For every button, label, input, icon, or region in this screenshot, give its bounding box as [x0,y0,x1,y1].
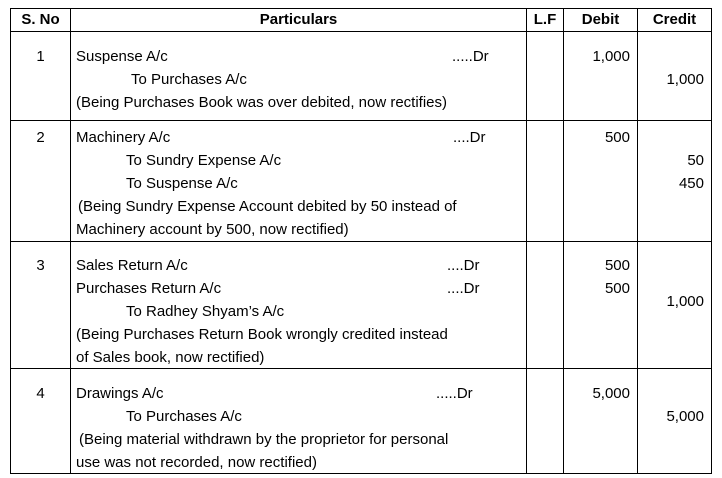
credit-account: To Radhey Shyam’s A/c [126,303,285,320]
narration: (Being Purchases Book was over debited, now rectifies) [76,94,448,111]
journal-table [10,8,712,474]
narration: of Sales book, now rectified) [76,349,265,366]
entry-number: 2 [36,129,45,146]
column-divider [70,8,71,474]
entry-number: 4 [36,385,45,402]
entry-number: 3 [36,257,45,274]
row-divider [10,241,712,242]
dr-marker: ....Dr [447,280,480,297]
header-debit: Debit [581,11,620,28]
credit-amount: 1,000 [666,293,704,310]
entry-number: 1 [36,48,45,65]
debit-amount: 500 [604,257,630,274]
credit-account: To Sundry Expense A/c [126,152,282,169]
header-divider [10,31,712,32]
dr-marker: .....Dr [452,48,489,65]
credit-amount: 450 [678,175,704,192]
dr-marker: ....Dr [453,129,486,146]
dr-marker: ....Dr [447,257,480,274]
row-divider [10,120,712,121]
debit-amount: 1,000 [592,48,630,65]
dr-marker: .....Dr [436,385,473,402]
credit-account: To Suspense A/c [126,175,238,192]
column-divider [711,8,712,474]
credit-amount: 1,000 [666,71,704,88]
debit-amount: 500 [604,280,630,297]
debit-account: Suspense A/c [76,48,168,65]
narration: Machinery account by 500, now rectified) [76,221,349,238]
debit-account: Drawings A/c [76,385,164,402]
header-particulars: Particulars [259,11,338,28]
column-divider [526,8,527,474]
narration: (Being Purchases Return Book wrongly credited instead [76,326,448,343]
credit-account: To Purchases A/c [131,71,247,88]
header-credit: Credit [652,11,697,28]
debit-account: Machinery A/c [76,129,171,146]
header-lf: L.F [533,11,557,28]
debit-amount: 500 [604,129,630,146]
narration: use was not recorded, now rectified) [76,454,317,471]
credit-amount: 50 [687,152,704,169]
narration: (Being Sundry Expense Account debited by 50 instead of [78,198,457,215]
credit-amount: 5,000 [666,408,704,425]
header-sno: S. No [21,11,60,28]
narration: (Being material withdrawn by the proprietor for personal [79,431,449,448]
debit-amount: 5,000 [592,385,630,402]
debit-account: Purchases Return A/c [76,280,222,297]
credit-account: To Purchases A/c [126,408,242,425]
debit-account: Sales Return A/c [76,257,188,274]
